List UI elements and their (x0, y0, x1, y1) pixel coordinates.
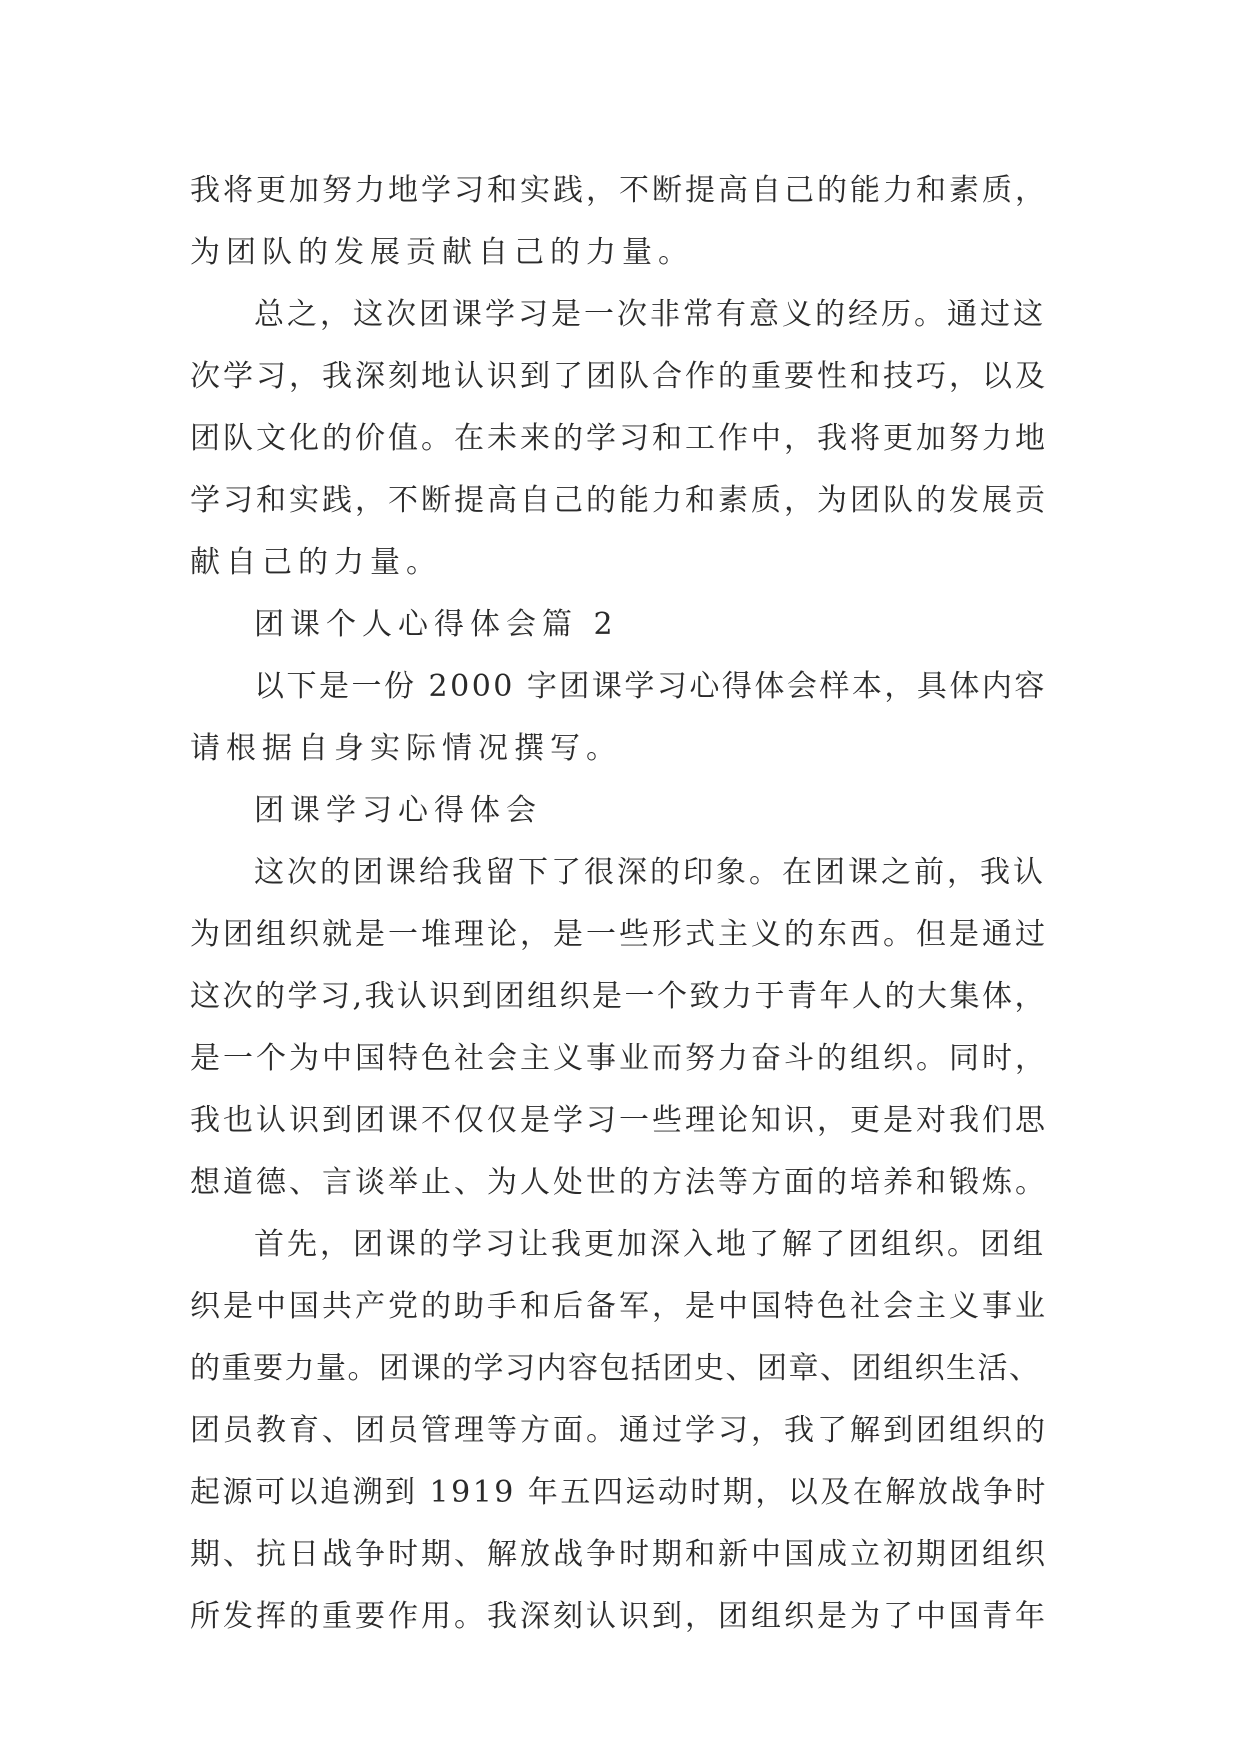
document-text-line: 这次的团课给我留下了很深的印象。在团课之前，我认 (254, 855, 1046, 890)
document-page (190, 160, 1052, 1648)
document-text-line: 我将更加努力地学习和实践，不断提高自己的能力和素质， (190, 173, 1048, 208)
document-text-line: 次学习，我深刻地认识到了团队合作的重要性和技巧，以及 (190, 359, 1048, 394)
document-text-line: 以下是一份 2000 字团课学习心得体会样本，具体内容 (254, 669, 1047, 704)
document-text-line: 的重要力量。团课的学习内容包括团史、团章、团组织生活、 (190, 1351, 1041, 1386)
document-text-line: 为团组织就是一堆理论，是一些形式主义的东西。但是通过 (190, 917, 1048, 952)
document-text-line: 献自己的力量。 (190, 545, 442, 580)
document-text-line: 团课学习心得体会 (254, 793, 542, 828)
document-text-line: 我也认识到团课不仅仅是学习一些理论知识，更是对我们思 (190, 1103, 1048, 1138)
document-text-line: 团课个人心得体会篇 2 (254, 607, 619, 642)
document-text-line: 团队文化的价值。在未来的学习和工作中，我将更加努力地 (190, 421, 1048, 456)
document-text-line: 这次的学习,我认识到团组织是一个致力于青年人的大集体， (190, 979, 1048, 1014)
document-text-line: 首先，团课的学习让我更加深入地了解了团组织。团组 (254, 1227, 1046, 1262)
document-text-line: 想道德、言谈举止、为人处世的方法等方面的培养和锻炼。 (190, 1165, 1048, 1200)
document-text-line: 起源可以追溯到 1919 年五四运动时期，以及在解放战争时 (190, 1475, 1048, 1510)
document-text-line: 请根据自身实际情况撰写。 (190, 731, 622, 766)
document-text-line: 学习和实践，不断提高自己的能力和素质，为团队的发展贡 (190, 483, 1048, 518)
document-text-line: 织是中国共产党的助手和后备军，是中国特色社会主义事业 (190, 1289, 1048, 1324)
document-text-line: 总之，这次团课学习是一次非常有意义的经历。通过这 (254, 297, 1046, 332)
document-text-line: 期、抗日战争时期、解放战争时期和新中国成立初期团组织 (190, 1537, 1048, 1572)
document-text-line: 为团队的发展贡献自己的力量。 (190, 235, 694, 270)
document-text-line: 团员教育、团员管理等方面。通过学习，我了解到团组织的 (190, 1413, 1048, 1448)
document-text-line: 所发挥的重要作用。我深刻认识到，团组织是为了中国青年 (190, 1599, 1048, 1634)
document-text-line: 是一个为中国特色社会主义事业而努力奋斗的组织。同时， (190, 1041, 1048, 1076)
